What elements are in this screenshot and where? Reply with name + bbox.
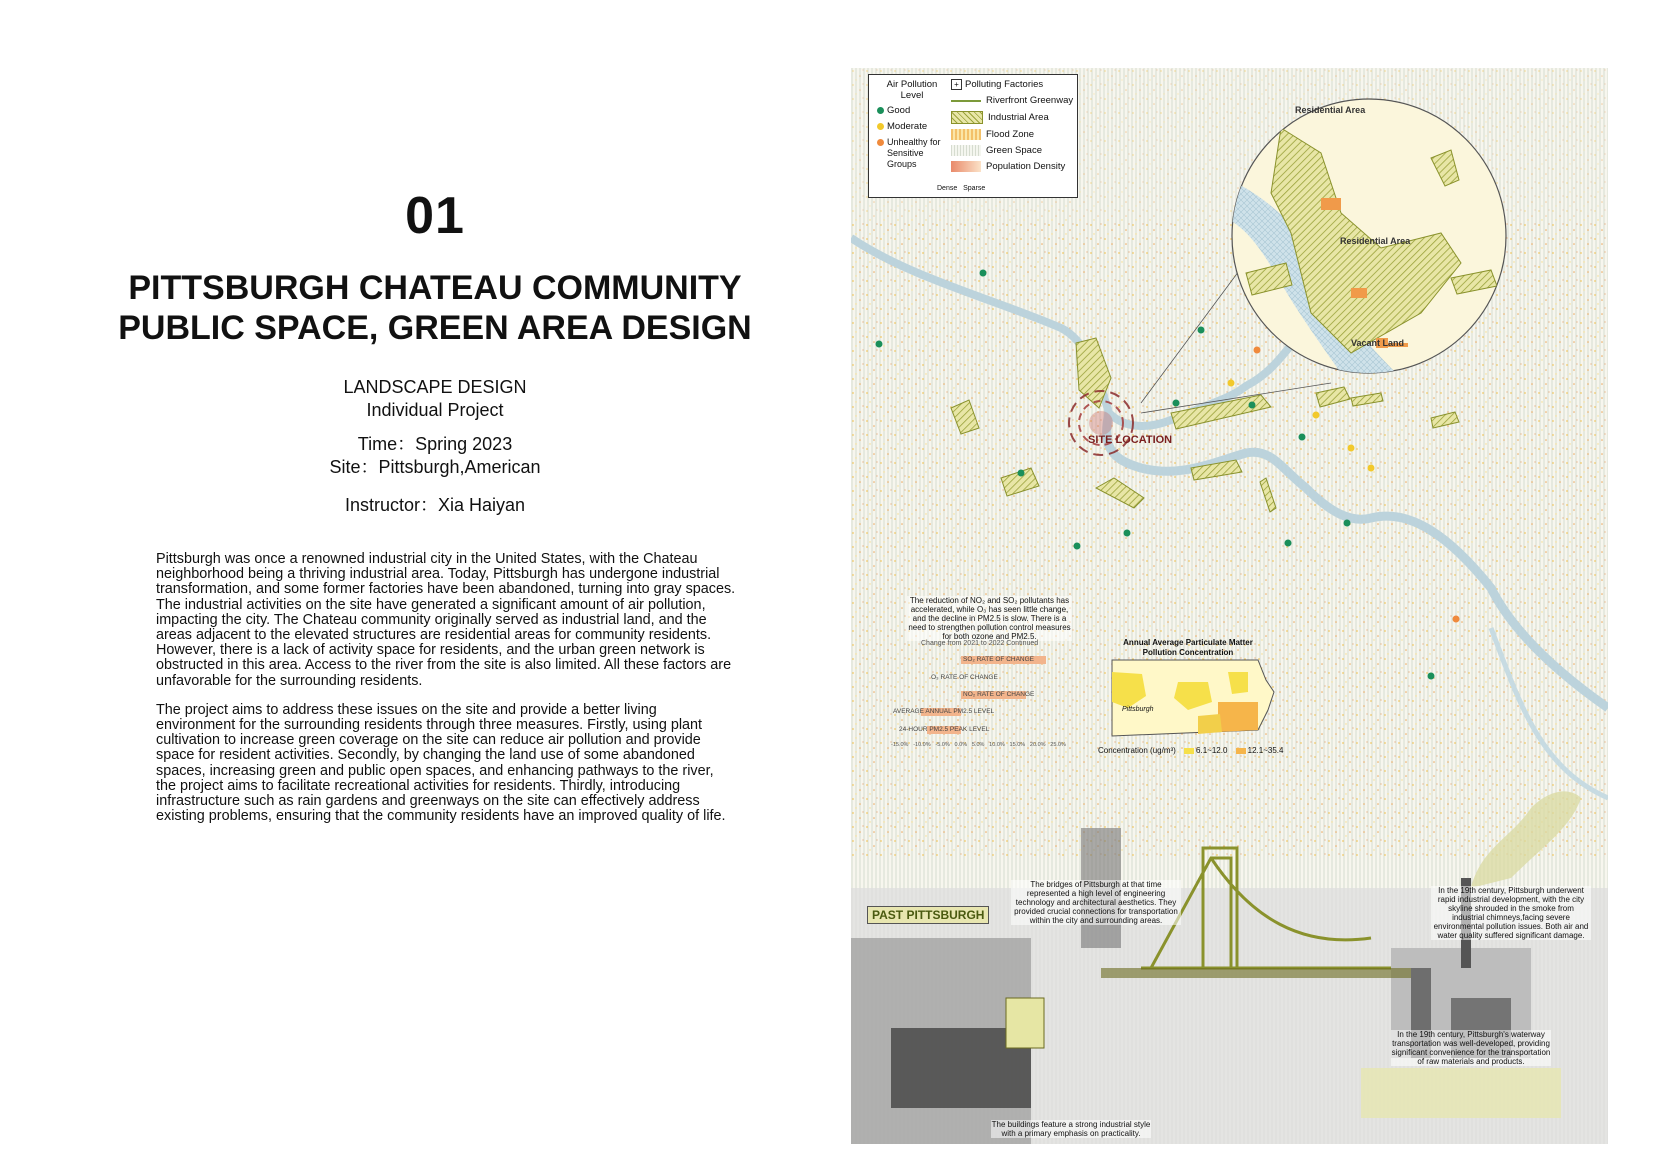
legend-unhealthy	[877, 137, 947, 170]
pennsylvania-map	[1108, 652, 1280, 752]
legend-factories-label: Polluting Factories	[965, 79, 1044, 90]
pm-map-title: Annual Average Particulate Matter Pollution Concentration	[1123, 638, 1253, 657]
chart-row-so2	[891, 656, 1066, 665]
chart-label-pm-peak: 24-HOUR PM2.5 PEAK LEVEL	[899, 726, 990, 733]
legend-green-space	[951, 145, 1075, 156]
project-number: 01	[405, 187, 465, 245]
air-pollution-legend	[877, 79, 947, 175]
axis-tick: -5.0%	[935, 742, 950, 748]
industrial-swatch-icon	[951, 111, 983, 124]
legend-good-label: Good	[887, 105, 911, 116]
pm-legend	[1098, 746, 1283, 755]
legend-flood-label: Flood Zone	[986, 129, 1035, 140]
waterway-caption: In the 19th century, Pittsburgh's waterway transportation was well-developed, providing significant convenience for the transportation of raw materials and products.	[1391, 1030, 1551, 1066]
residential-area-label-2: Residential Area	[1340, 236, 1411, 246]
good-dot-icon	[877, 107, 884, 114]
legend-greenway-label: Riverfront Greenway	[986, 95, 1074, 106]
residential-area-label-1: Residential Area	[1295, 105, 1366, 115]
legend-flood	[951, 129, 1075, 140]
axis-tick: -10.0%	[913, 742, 931, 748]
change-chart-axis	[891, 742, 1066, 748]
legend-density-label: Population Density	[986, 161, 1066, 172]
site-analysis-poster	[851, 68, 1608, 1144]
project-description	[156, 552, 736, 838]
chart-row-no2	[891, 691, 1066, 700]
legend-good	[877, 105, 947, 116]
chart-label-pm-annual: AVERAGE ANNUAL PM2.5 LEVEL	[893, 708, 995, 715]
project-title	[0, 268, 870, 348]
moderate-dot-icon	[877, 123, 884, 130]
legend-greenway	[951, 95, 1075, 106]
legend-industrial-label: Industrial Area	[988, 112, 1049, 123]
legend-density	[951, 161, 1075, 172]
description-paragraph-1: Pittsburgh was once a renowned industrial city in the United States, with the Chateau neighborhood being a thriving industrial area. Today, Pittsburgh has undergone industrial transformation, and some former factories have been abandoned, turning into gray spaces. The industrial activities on the site have generated a significant amount of air pollution, impacting the city. The Chateau community originally served as industrial land, and the areas adjacent to the elevated structures are residential areas for community residents. However, there is a lack of activity space for residents, and the urban green network is obstructed in this area. Access to the river from the site is also limited. All these factors are unfavorable for the surrounding residents.	[156, 551, 736, 689]
legend-moderate	[877, 121, 947, 132]
unhealthy-dot-icon	[877, 139, 884, 146]
green-space-swatch-icon	[951, 145, 981, 156]
project-time: Time：Spring 2023	[357, 434, 513, 454]
chart-row-o3	[891, 674, 1066, 683]
axis-tick: 10.0%	[989, 742, 1005, 748]
legend-factories	[951, 79, 1075, 90]
chart-label-o3: O₃ RATE OF CHANGE	[931, 674, 998, 681]
legend-green-label: Green Space	[986, 145, 1042, 156]
buildings-caption: The buildings feature a strong industrial style with a primary emphasis on practicality.	[991, 1120, 1151, 1138]
project-kind: Individual Project	[366, 400, 504, 420]
project-title-line-2: PUBLIC SPACE, GREEN AREA DESIGN	[118, 309, 752, 347]
description-paragraph-2: The project aims to address these issues on the site and provide a better living environment for the surrounding residents through three measures. Firstly, using plant cultivation to increase green coverage on the site can reduce air pollution and provide space for resident activities. Secondly, by changing the land use of some abandoned spaces, increasing green and public open spaces, and enhancing pathways to the river, the project aims to facilitate recreational activities for residents. Thirdly, introducing infrastructure such as rain gardens and greenways on the site can effectively address existing problems, ensuring that the community residents have an improved quality of life.	[156, 701, 726, 825]
pm-concentration-map	[1098, 638, 1284, 756]
pm-range2-swatch-icon	[1236, 748, 1246, 754]
legend-unhealthy-label: Unhealthy for Sensitive Groups	[887, 137, 941, 169]
project-category: LANDSCAPE DESIGN	[343, 377, 527, 397]
pollution-change-chart	[891, 628, 1066, 763]
pm-legend-title: Concentration (ug/m³)	[1098, 746, 1176, 755]
legend-industrial	[951, 111, 1075, 124]
land-use-legend	[951, 79, 1075, 177]
density-sparse-label: Sparse	[963, 185, 986, 192]
density-dense-label: Dense	[937, 185, 958, 192]
flood-swatch-icon	[951, 129, 981, 140]
chart-label-no2: NO₂ RATE OF CHANGE	[963, 691, 1035, 698]
legend-moderate-label: Moderate	[887, 121, 928, 132]
pm-range1: 6.1~12.0	[1196, 746, 1228, 755]
axis-tick: 20.0%	[1029, 742, 1046, 748]
density-swatch-icon	[951, 161, 981, 172]
site-location-label: SITE LOCATION	[1088, 434, 1173, 446]
air-pollution-title: Air Pollution Level	[886, 79, 938, 101]
axis-tick: 5.0%	[971, 742, 985, 748]
factory-icon: +	[951, 79, 962, 90]
pm-range2: 12.1~35.4	[1247, 746, 1284, 755]
project-title-line-1: PITTSBURGH CHATEAU COMMUNITY	[128, 269, 742, 307]
density-scale	[937, 183, 985, 194]
project-site: Site：Pittsburgh,American	[329, 457, 541, 477]
axis-tick: 25.0%	[1050, 742, 1066, 748]
chart-row-pm-peak	[891, 726, 1066, 735]
chart-row-pm-annual	[891, 708, 1066, 717]
project-time-site	[0, 433, 870, 479]
past-pittsburgh-label: PAST PITTSBURGH	[867, 906, 989, 924]
pm-range1-swatch-icon	[1184, 748, 1194, 754]
greenway-line-icon	[951, 100, 981, 102]
axis-tick: 15.0%	[1009, 742, 1026, 748]
axis-tick: 0.0%	[954, 742, 968, 748]
bridges-caption: The bridges of Pittsburgh at that time represented a high level of engineering technology and architectural aesthetics. They provided crucial connections for transportation within the city and surrounding areas.	[1011, 880, 1181, 925]
change-chart-title: Change from 2021 to 2022 Continued	[921, 640, 1039, 647]
industry-caption: In the 19th century, Pittsburgh underwent rapid industrial development, with the city skyline shrouded in the smoke from industrial chimneys,facing severe environmental pollution issues. Both air and water quality suffered significant damage.	[1431, 886, 1591, 940]
chart-label-so2: SO₂ RATE OF CHANGE	[963, 656, 1035, 663]
map-legend	[868, 74, 1078, 198]
vacant-land-label: Vacant Land	[1351, 338, 1405, 348]
project-instructor: Instructor：Xia Haiyan	[344, 495, 526, 515]
axis-tick: -15.0%	[891, 742, 909, 748]
pm-city-label: Pittsburgh	[1122, 706, 1154, 713]
pollution-note: The reduction of NO₂ and SO₂ pollutants has accelerated, while O₃ has seen little change, and the decline in PM2.5 is slow. There is a need to strengthen pollution control measures for both ozone and PM2.5.	[908, 596, 1071, 641]
project-type	[0, 376, 870, 422]
